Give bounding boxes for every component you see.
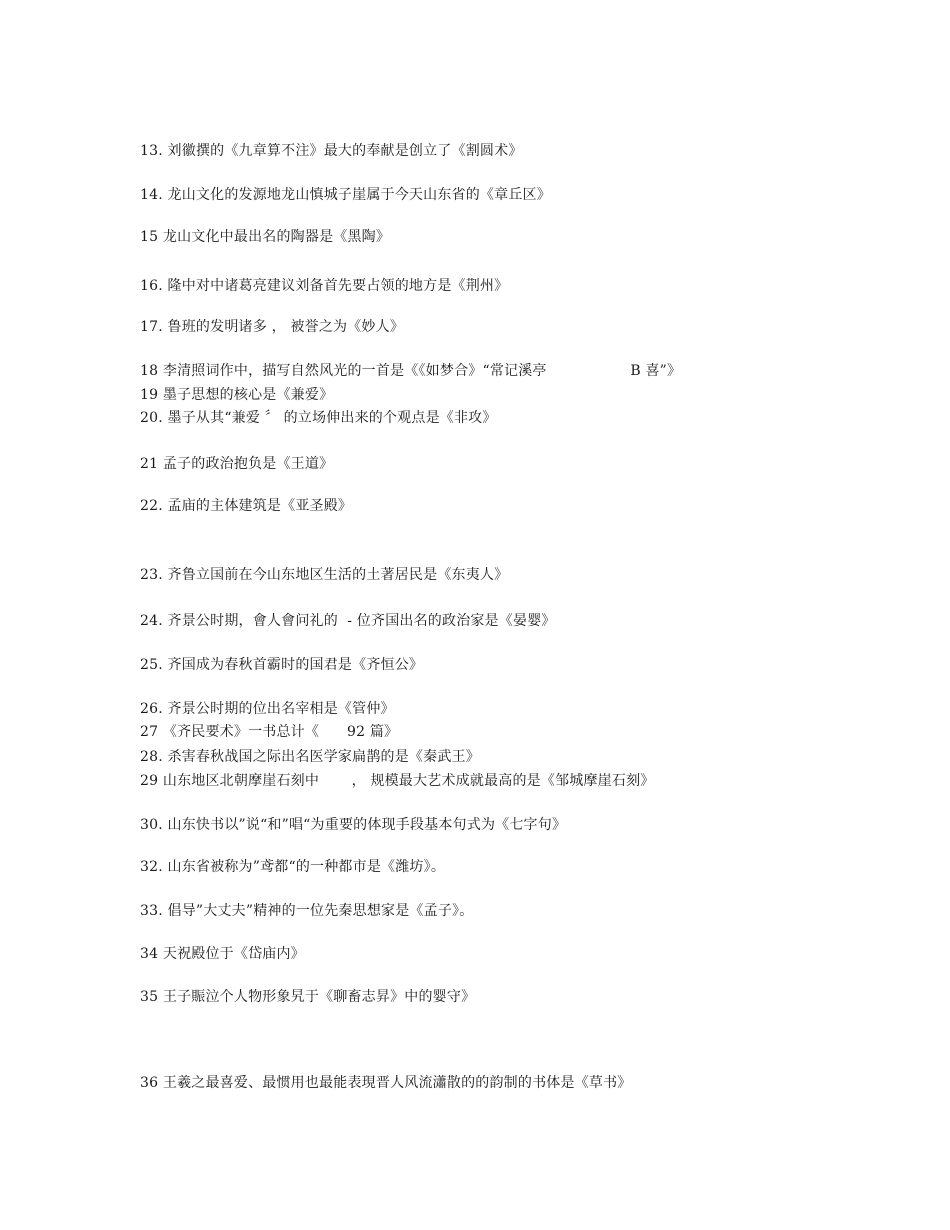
text-line: 27 《齐民要术》一书总计《 92 篇》 <box>140 724 399 740</box>
text-line: 14. 龙山文化的发源地龙山慎城子崖属于今天山东省的《章丘区》 <box>140 187 551 203</box>
text-line: 17. 鲁班的发明诸多 ， 被誉之为《妙人》 <box>140 319 405 335</box>
text-line: 34 天祝殿位于《岱庙内》 <box>140 946 305 962</box>
text-line: 32. 山东省被称为”鸢都“的一种都市是《潍坊》。 <box>140 859 446 875</box>
text-line: 21 孟子的政治抱负是《王道》 <box>140 456 334 472</box>
text-line: 24. 齐景公时期，會人會问礼的 - 位齐国出名的政治家是《晏婴》 <box>140 613 556 629</box>
text-line: 35 王子賑泣个人物形象旯于《聊畜志昇》中的婴守》 <box>140 989 476 1005</box>
text-line: 26. 齐景公时期的位出名宰相是《管仲》 <box>140 701 395 717</box>
text-line: 16. 隆中对中诸葛亮建议刘备首先要占领的地方是《荆州》 <box>140 278 509 294</box>
text-line: 30. 山东快书以”说“和”唱“为重要的体现手段基本句式为《七字句》 <box>140 817 567 833</box>
text-line: 15 龙山文化中最出名的陶器是《黑陶》 <box>140 229 391 245</box>
text-line: 20. 墨子从其“兼爱 〞 的立场伸出来的个观点是《非攻》 <box>140 410 497 426</box>
text-line: 22. 孟庙的主体建筑是《亚圣殿》 <box>140 498 353 514</box>
text-line: 13. 刘徽撰的《九章算不注》最大的奉献是创立了《割圆术》 <box>140 143 523 159</box>
text-line: 25. 齐国成为春秋首霸时的国君是《齐恒公》 <box>140 657 424 673</box>
text-line: 36 王羲之最喜爱、最惯用也最能表現晋人风流瀟散的的韵制的书体是《草书》 <box>140 1075 632 1091</box>
text-line: 19 墨子思想的核心是《兼爱》 <box>140 387 334 403</box>
text-line: 23. 齐鲁立国前在今山东地区生活的土著居民是《东夷人》 <box>140 567 509 583</box>
text-line: 28. 杀害春秋战国之际出名医学家扁鹊的是《秦武王》 <box>140 749 480 765</box>
text-line: 18 李清照词作中，描写自然风光的一首是《《如梦合》“常记溪亭 B 喜”》 <box>140 363 682 379</box>
text-line: 29 山东地区北朝摩崖石刻中 ， 规模最大艺术成就最高的是《邹城摩崖石刻》 <box>140 773 655 789</box>
text-line: 33. 倡导”大丈夫”精神的一位先秦思想家是《孟子》。 <box>140 903 474 919</box>
